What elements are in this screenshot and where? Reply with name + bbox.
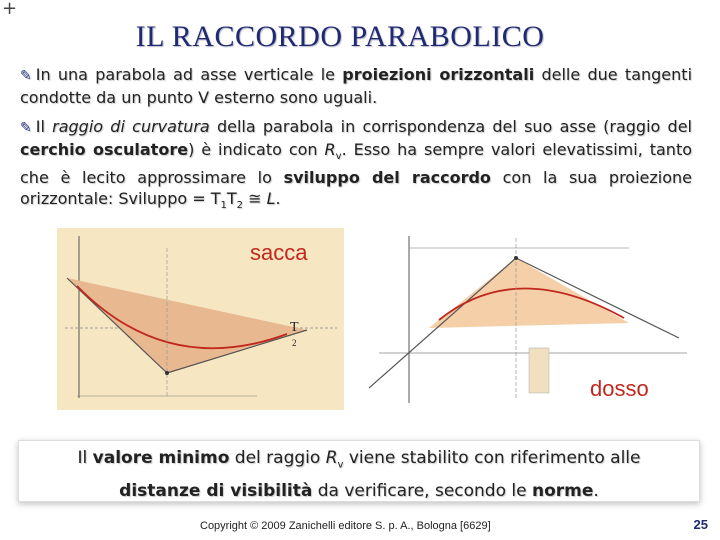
para2-text-g: v (335, 151, 342, 163)
para2-text-j: con la sua proiezione orizzontale: Sviluppo = T (20, 168, 692, 209)
para2-text-o: L (266, 189, 276, 209)
para2-text-d: cerchio osculatore (20, 140, 189, 159)
t2-label-2: 2 (292, 338, 297, 348)
bottom-text-j: . (593, 481, 599, 502)
pencil-icon: ✎ (20, 68, 32, 84)
bottom-text-d: R (325, 448, 338, 468)
pencil-icon: ✎ (20, 120, 32, 136)
para2-text-l: T (226, 189, 237, 209)
para2-text-b: raggio di curvatura (52, 117, 210, 136)
para2-text-i: sviluppo del raccordo (283, 168, 491, 188)
para2-text-p: . (275, 189, 281, 209)
page-number: 25 (693, 517, 708, 532)
para2-text-n: ≅ (243, 189, 267, 209)
bottom-text-h: da verificare, secondo le (312, 481, 532, 502)
para1-text-c: delle due tangenti condotte da un punto V esterno sono uguali. (20, 65, 693, 107)
bottom-text-c: del raggio (229, 448, 326, 468)
para2-text-e: ) è indicato con (188, 140, 325, 159)
t2-label-T: T (290, 320, 299, 335)
slide-title: IL RACCORDO PARABOLICO (135, 20, 545, 53)
bottom-text-i: norme (531, 481, 594, 502)
bottom-text-f: viene stabilito con riferimento alle (343, 448, 641, 468)
para1-text-a: In una parabola ad asse verticale le (35, 65, 343, 84)
copyright-footer: Copyright © 2009 Zanichelli editore S. p. A., Bologna [6629] (200, 520, 491, 532)
para2-text-k: 1 (220, 200, 227, 212)
sacca-label: sacca (250, 240, 308, 265)
corner-plus-icon: + (2, 0, 18, 19)
bottom-text-a: Il (77, 448, 93, 468)
bottom-text-e: v (337, 459, 344, 471)
para2-text-f: R (324, 140, 336, 159)
paragraph-2 (20, 116, 692, 216)
bottom-text-g: distanze di visibilità (119, 481, 313, 502)
para2-text-m: 2 (236, 200, 244, 212)
para2-text-h: . Esso ha sempre valori elevatissimi, tanto che è lecito approssimare lo (20, 140, 692, 188)
bottom-note (18, 440, 700, 502)
para1-text-b: proiezioni orizzontali (342, 65, 535, 84)
bottom-text-b: valore minimo (92, 448, 230, 468)
para2-text-c: della parabola in corrispondenza del suo asse (raggio del (209, 117, 692, 136)
paragraph-1 (20, 64, 692, 108)
para2-text-a: Il (35, 117, 53, 136)
dosso-label: dosso (590, 376, 649, 401)
